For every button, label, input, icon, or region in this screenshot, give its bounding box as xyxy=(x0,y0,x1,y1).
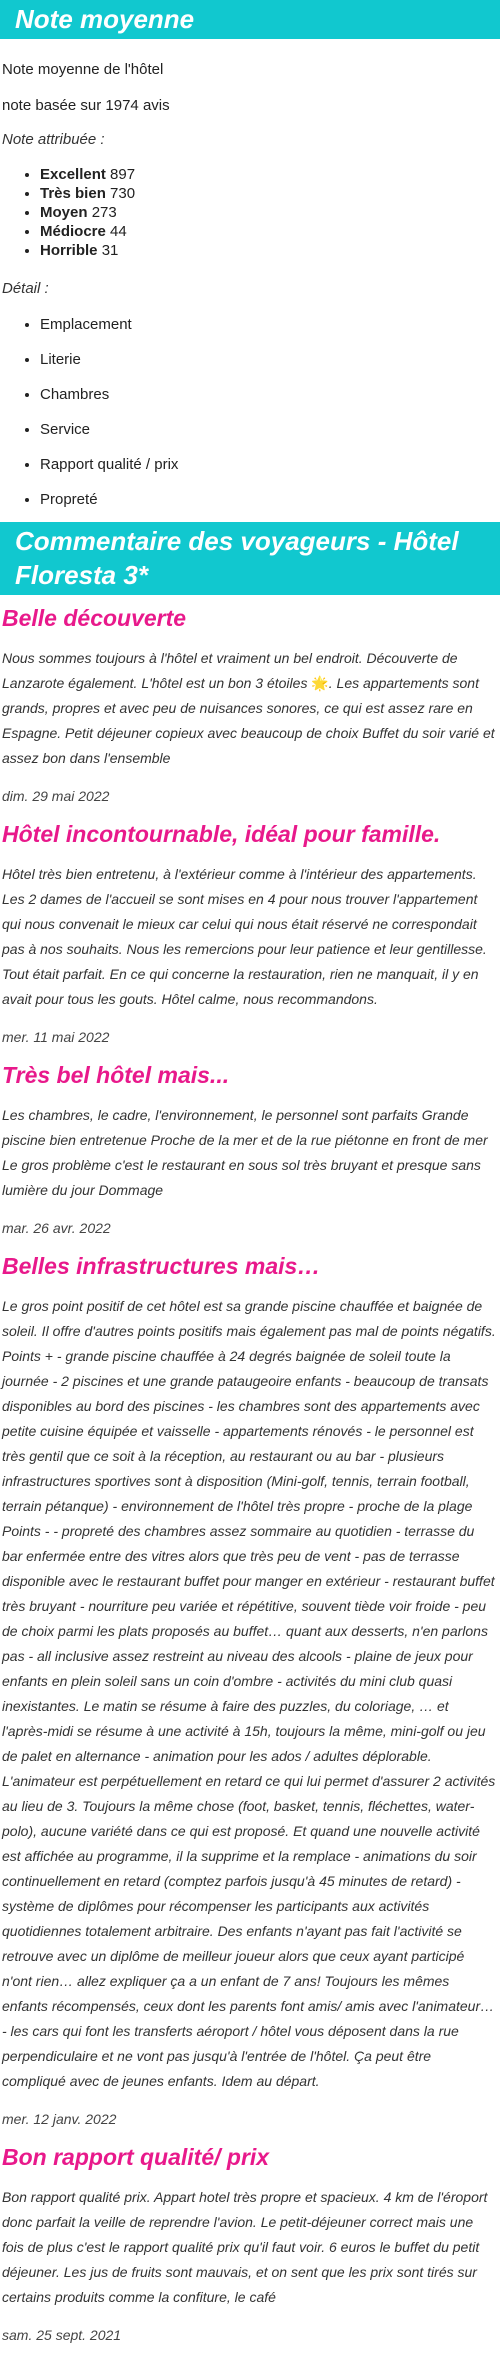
detail-item-emplacement: • Emplacement xyxy=(40,314,500,336)
review-title: Belles infrastructures mais… xyxy=(2,1253,321,1279)
rating-label: Médiocre xyxy=(40,223,106,240)
review-body: Le gros point positif de cet hôtel est sa grande piscine chauffée et baignée de soleil. Il offre d'autres points positifs mais également pas mal de points négatifs. Points + - grande piscine chauffée à 24 degrés baignée de soleil toute la journée - 2 piscines et une grande pataugeoire enfants - beaucoup de transats disponibles au bord des piscines - les chambres sont des appartements avec petite cuisine équipée et vaisselle - appartements rénovés - le personnel est très gentil que ce soit à la réception, au restaurant ou au bar - plusieurs infrastructures sportives sont à disposition (Mini-golf, tennis, terrain football, terrain pétanque) - environnement de l'hôtel très propre - proche de la plage Points - - propreté des chambres assez sommaire au quotidien - terrasse du bar enfermée entre des vitres alors que très peu de vent - pas de terrasse disponible avec le restaurant buffet pour manger en extérieur - restaurant buffet très bruyant - nourriture peu variée et répétitive, souvent tiède voir froide - peu de choix parmi les plats proposés au buffet… quant aux desserts, n'en parlons pas - all inclusive assez restreint au niveau des alcools - plaine de jeux pour enfants en plein soleil sans un coin d'ombre - activités du mini club quasi inexistantes. Le matin se résume à faire des puzzles, du coloriage, … et l'après-midi se résume à une activité à 15h, toujours la même, mini-golf ou jeu de palet en alternance - animation pour les ados / adultes déplorable. L'animateur est perpétuellement en retard ce qui lui permet d'assurer 2 activités au lieu de 3. Toujours la même chose (foot, basket, tennis, fléchettes, water-polo), aucune variété dans ce qui est proposé. Et quand une nouvelle activité est affichée au programme, il la supprime et la remplace - animations du soir continuellement en retard (comptez parfois jusqu'à 45 minutes de retard) - système de diplômes pour récompenser les participants aux activités quotidiennes totalement arbitraire. Des enfants n'ayant pas fait l'activité se retrouve avec un diplôme de meilleur joueur alors que ceux ayant participé n'ont rien… allez expliquer ça a un enfant de 7 ans! Toujours les mêmes enfants récompensés, ceux dont les parents font amis/ amis avec l'animateur… - les cars qui font les transferts aéroport / hôtel vous déposent dans la rue perpendiculaire et ne vont pas jusqu'à l'entrée de l'hôtel. Ça peut être compliqué avec de jeunes enfants. Idem au départ. xyxy=(2,1298,496,2089)
detail-item-literie: • Literie xyxy=(40,349,500,371)
review-date: sam. 25 sept. 2021 xyxy=(2,2327,122,2343)
rating-item-excellent xyxy=(40,165,500,184)
review-date: mar. 26 avr. 2022 xyxy=(2,1220,111,1236)
review-title: Hôtel incontournable, idéal pour famille. xyxy=(2,821,441,847)
review-card xyxy=(0,819,500,1048)
rating-label: Très bien xyxy=(40,185,106,202)
rating-section-heading: Note moyenne xyxy=(0,0,500,39)
rating-label: Excellent xyxy=(40,166,106,183)
rating-count: 31 xyxy=(101,242,119,259)
rating-count: 730 xyxy=(110,185,136,202)
hotel-rating-line: Note moyenne de l'hôtel xyxy=(2,61,164,78)
review-body-text: . Les appartements sont grands, propres et avec peu de nuisances sonores, ce qui est assez rare en Espagne. Petit déjeuner copieux avec beaucoup de choix Buffet du soir varié et assez bon dans l'ensemble xyxy=(2,675,495,766)
review-title: Très bel hôtel mais... xyxy=(2,1062,230,1088)
rating-item-horrible xyxy=(40,241,500,260)
review-card xyxy=(0,1060,500,1239)
rating-breakdown-list xyxy=(0,165,500,260)
review-card xyxy=(0,603,500,807)
detail-criteria-list xyxy=(0,314,500,511)
detail-item-proprete: • Propreté xyxy=(40,489,500,511)
review-date: dim. 29 mai 2022 xyxy=(2,788,110,804)
reviews-section-heading: Commentaire des voyageurs - Hôtel Floresta 3* xyxy=(0,522,500,595)
rating-item-moyen xyxy=(40,203,500,222)
review-body: Bon rapport qualité prix. Appart hotel très propre et spacieux. 4 km de l'éroport donc parfait la veille de reprendre l'avion. Le petit-déjeuner correct mais une fois de plus c'est le rapport qualité prix qu'il faut voir. 6 euros le buffet du petit déjeuner. Les jus de fruits sont mauvais, et on sent que les prix sont tirés sur certains produits comme la confiture, le café xyxy=(2,2189,488,2305)
rating-label: Horrible xyxy=(40,242,98,259)
rating-count: 273 xyxy=(91,204,117,221)
review-title: Belle découverte xyxy=(2,605,187,631)
review-body: Hôtel très bien entretenu, à l'extérieur comme à l'intérieur des appartements. Les 2 dames de l'accueil se sont mises en 4 pour nous trouver l'appartement qui nous convenait le mieux car celui qui nous était réservé ne correspondait pas à nos souhaits. Nous les remercions pour leur patience et leur gentillesse. Tout était parfait. En ce qui concerne la restauration, rien ne manquait, il y en avait pour tous les gouts. Hôtel calme, nous recommandons. xyxy=(2,866,487,1007)
review-body: Les chambres, le cadre, l'environnement, le personnel sont parfaits Grande piscine bien entretenue Proche de la mer et de la rue piétonne en front de mer Le gros problème c'est le restaurant en sous sol très bruyant et presque sans lumière du jour Dommage xyxy=(2,1107,488,1198)
rating-item-tres-bien xyxy=(40,184,500,203)
detail-item-chambres: • Chambres xyxy=(40,384,500,406)
detail-label: Détail : xyxy=(2,280,49,297)
rating-label: Moyen xyxy=(40,204,88,221)
review-title: Bon rapport qualité/ prix xyxy=(2,2144,270,2170)
rating-count: 44 xyxy=(110,223,127,240)
rating-count: 897 xyxy=(110,166,136,183)
review-body xyxy=(2,646,498,771)
rating-item-mediocre xyxy=(40,222,500,241)
review-date: mer. 12 janv. 2022 xyxy=(2,2111,117,2127)
review-card xyxy=(0,1251,500,2130)
review-body-text: Nous sommes toujours à l'hôtel et vraiment un bel endroit. Découverte de Lanzarote également. L'hôtel est un bon 3 étoiles xyxy=(2,650,458,691)
detail-item-service: • Service xyxy=(40,419,500,441)
review-card xyxy=(0,2142,500,2346)
review-date: mer. 11 mai 2022 xyxy=(2,1029,110,1045)
attributed-rating-label: Note attribuée : xyxy=(2,131,105,148)
star-emoji-icon: 🌟 xyxy=(311,675,329,691)
detail-item-rapport-qualite-prix: • Rapport qualité / prix xyxy=(40,454,500,476)
review-count-line: note basée sur 1974 avis xyxy=(2,97,170,114)
